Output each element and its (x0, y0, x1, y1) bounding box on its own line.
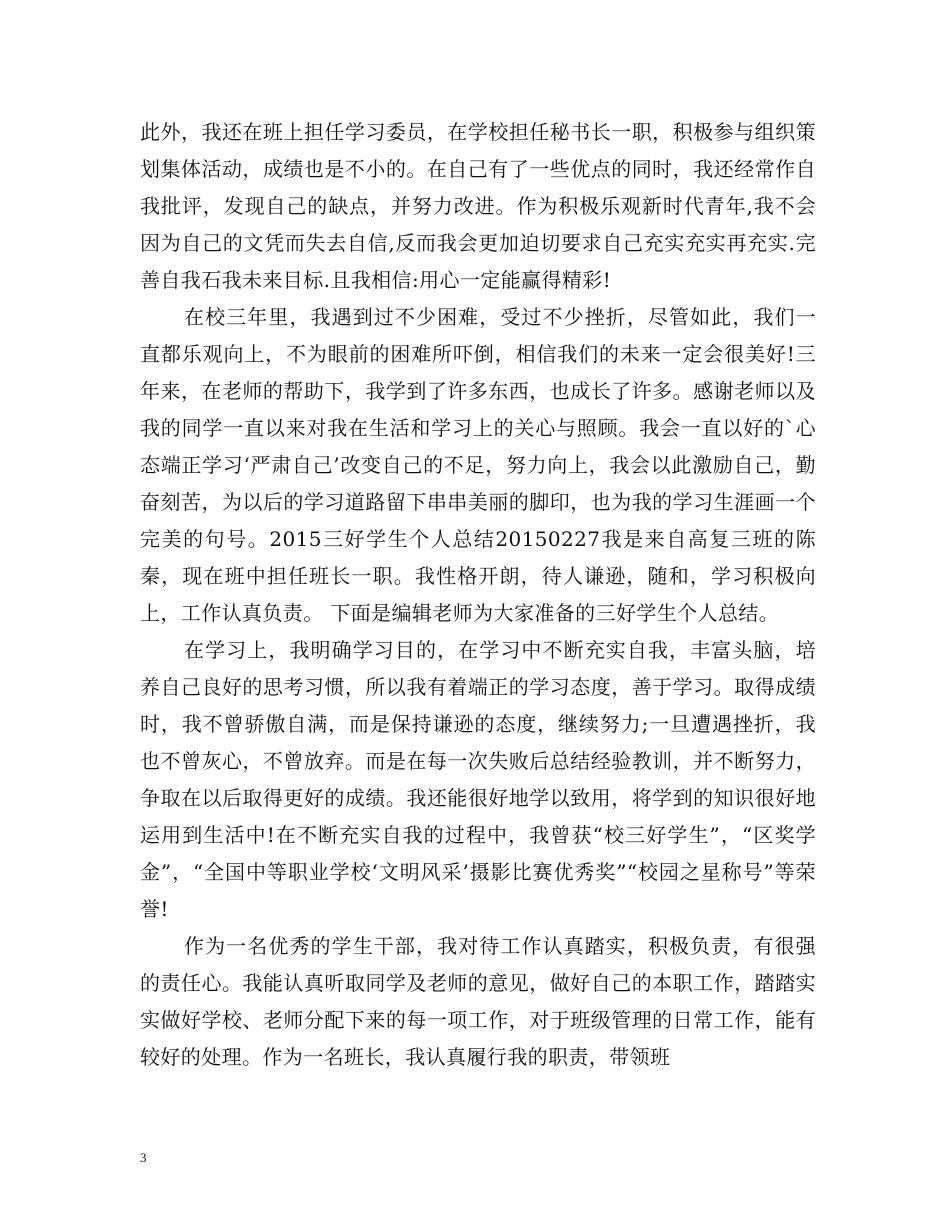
paragraph-4: 作为一名优秀的学生干部，我对待工作认真踏实，积极负责，有很强的责任心。我能认真听取同学及老师的意见，做好自己的本职工作，踏踏实实做好学校、老师分配下来的每一项工作，对于班级管理的日常工作，能有较好的处理。作为一名班长，我认真履行我的职责，带领班 (140, 934, 816, 1069)
paragraph-3: 在学习上，我明确学习目的，在学习中不断充实自我，丰富头脑，培养自己良好的思考习惯，所以我有着端正的学习态度，善于学习。取得成绩时，我不曾骄傲自满，而是保持谦逊的态度，继续努力;一旦遭遇挫折，我也不曾灰心，不曾放弃。而是在每一次失败后总结经验教训，并不断努力，争取在以后取得更好的成绩。我还能很好地学以致用，将学到的知识很好地运用到生活中!在不断充实自我的过程中，我曾获“校三好学生”，“区奖学金”，“全国中等职业学校‘文明风采’摄影比赛优秀奖”“校园之星称号”等荣誉! (140, 638, 816, 921)
paragraph-1: 此外，我还在班上担任学习委员，在学校担任秘书长一职，积极参与组织策划集体活动，成绩也是不小的。在自己有了一些优点的同时，我还经常作自我批评，发现自己的缺点，并努力改进。作为积极乐观新时代青年,我不会因为自己的文凭而失去自信,反而我会更加迫切要求自己充实充实再充实.完善自我石我未来目标.且我相信:用心一定能赢得精彩! (140, 120, 816, 292)
page-number: 3 (140, 1150, 147, 1165)
paragraph-2: 在校三年里，我遇到过不少困难，受过不少挫折，尽管如此，我们一直都乐观向上，不为眼前的困难所吓倒，相信我们的未来一定会很美好!三年来，在老师的帮助下，我学到了许多东西，也成长了许多。感谢老师以及我的同学一直以来对我在生活和学习上的关心与照顾。我会一直以好的`心态端正学习‘严肃自己’改变自己的不足，努力向上，我会以此激励自己，勤奋刻苦，为以后的学习道路留下串串美丽的脚印，也为我的学习生涯画一个完美的句号。2015三好学生个人总结20150227我是来自高复三班的陈秦，现在班中担任班长一职。我性格开朗，待人谦逊，随和，学习积极向上，工作认真负责。 下面是编辑老师为大家准备的三好学生个人总结。 (140, 305, 816, 625)
body-text (140, 114, 816, 1076)
